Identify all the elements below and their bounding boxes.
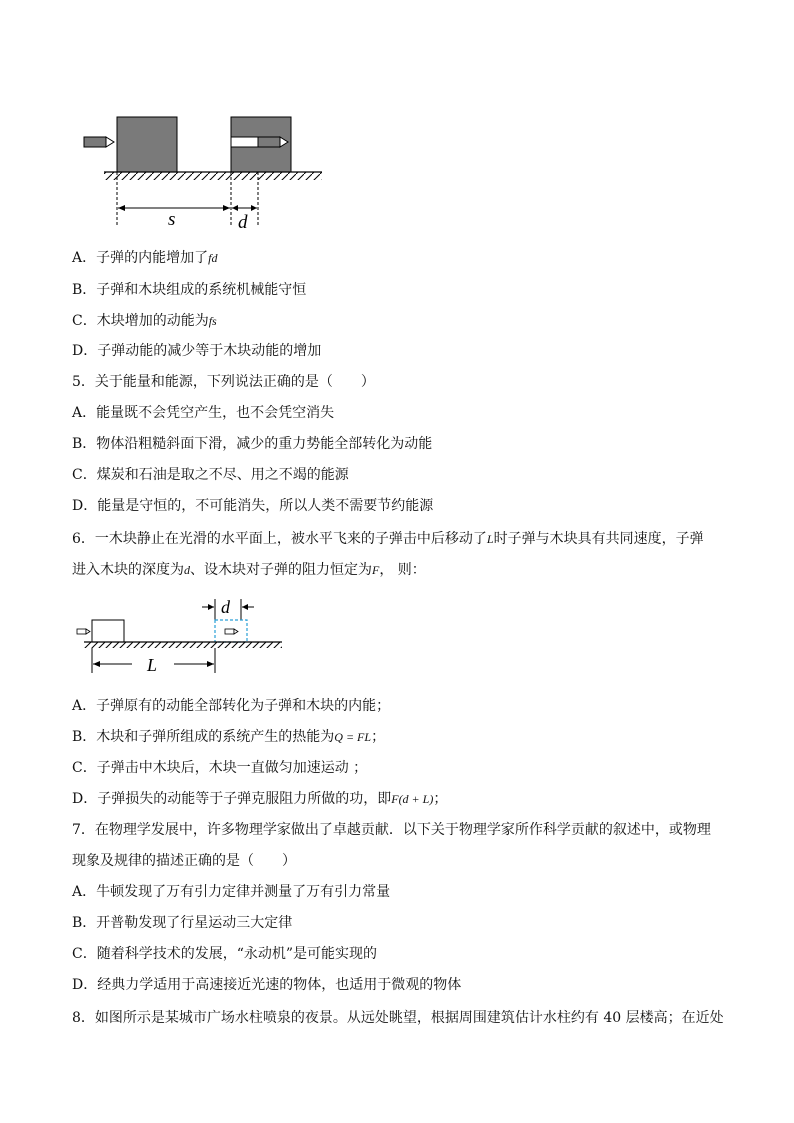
block-before: [117, 117, 177, 172]
q5-option-c: C．煤炭和石油是取之不尽、用之不竭的能源: [72, 467, 349, 483]
q6-option-a: A．子弹原有的动能全部转化为子弹和木块的内能；: [72, 698, 391, 714]
q8-stem-line1: 8．如图所示是某城市广场水柱喷泉的夜景。从远处眺望，根据周围建筑估计水柱约有 40 层楼高；在近处: [72, 1010, 724, 1026]
label-d-2: d: [221, 597, 230, 617]
q7-stem-line2: 现象及规律的描述正确的是（ ）: [72, 853, 296, 869]
q5-option-b: B．物体沿粗糙斜面下滑，减少的重力势能全部转化为动能: [72, 436, 433, 452]
q6-stem-line1: 6．一木块静止在光滑的水平面上，被水平飞来的子弹击中后移动了L时子弹与木块具有共同速度，子弹: [72, 531, 704, 547]
q5-stem: 5．关于能量和能源，下列说法正确的是（ ）: [72, 374, 375, 390]
bullet-embedded: [258, 137, 280, 147]
q4-option-b: B．子弹和木块组成的系统机械能守恒: [72, 282, 307, 298]
q5-option-d: D．能量是守恒的，不可能消失，所以人类不需要节约能源: [72, 498, 434, 514]
block-2: [92, 620, 124, 642]
q7-option-c: C．随着科学技术的发展，“永动机”是可能实现的: [72, 946, 378, 962]
label-L: L: [147, 655, 158, 675]
q6-option-c: C．子弹击中木块后，木块一直做匀加速运动 ；: [72, 760, 368, 776]
q4-option-d: D．子弹动能的减少等于木块动能的增加: [72, 343, 322, 359]
label-s: s: [168, 209, 176, 230]
label-d: d: [238, 212, 248, 233]
q6-option-b: B．木块和子弹所组成的系统产生的热能为Q = FL；: [72, 729, 386, 745]
bullet-block-figure: [80, 110, 330, 235]
q6-stem-line2: 进入木块的深度为d、设木块对子弹的阻力恒定为F， 则：: [72, 562, 426, 578]
q6-option-d: D．子弹损失的动能等于子弹克服阻力所做的功，即F(d + L)；: [72, 791, 448, 807]
bullet-block-figure-2: [70, 593, 290, 678]
q4-option-a: A．子弹的内能增加了fd: [72, 250, 218, 266]
q7-option-b: B．开普勒发现了行星运动三大定律: [72, 915, 293, 931]
q7-option-a: A．牛顿发现了万有引力定律并测量了万有引力常量: [72, 884, 391, 900]
q7-option-d: D．经典力学适用于高速接近光速的物体，也适用于微观的物体: [72, 977, 462, 993]
q4-option-c: C．木块增加的动能为fs: [72, 313, 217, 329]
q7-stem-line1: 7．在物理学发展中，许多物理学家做出了卓越贡献．以下关于物理学家所作科学贡献的叙述中，或物理: [72, 822, 711, 838]
q5-option-a: A．能量既不会凭空产生，也不会凭空消失: [72, 405, 335, 421]
bullet-before: [84, 137, 106, 147]
